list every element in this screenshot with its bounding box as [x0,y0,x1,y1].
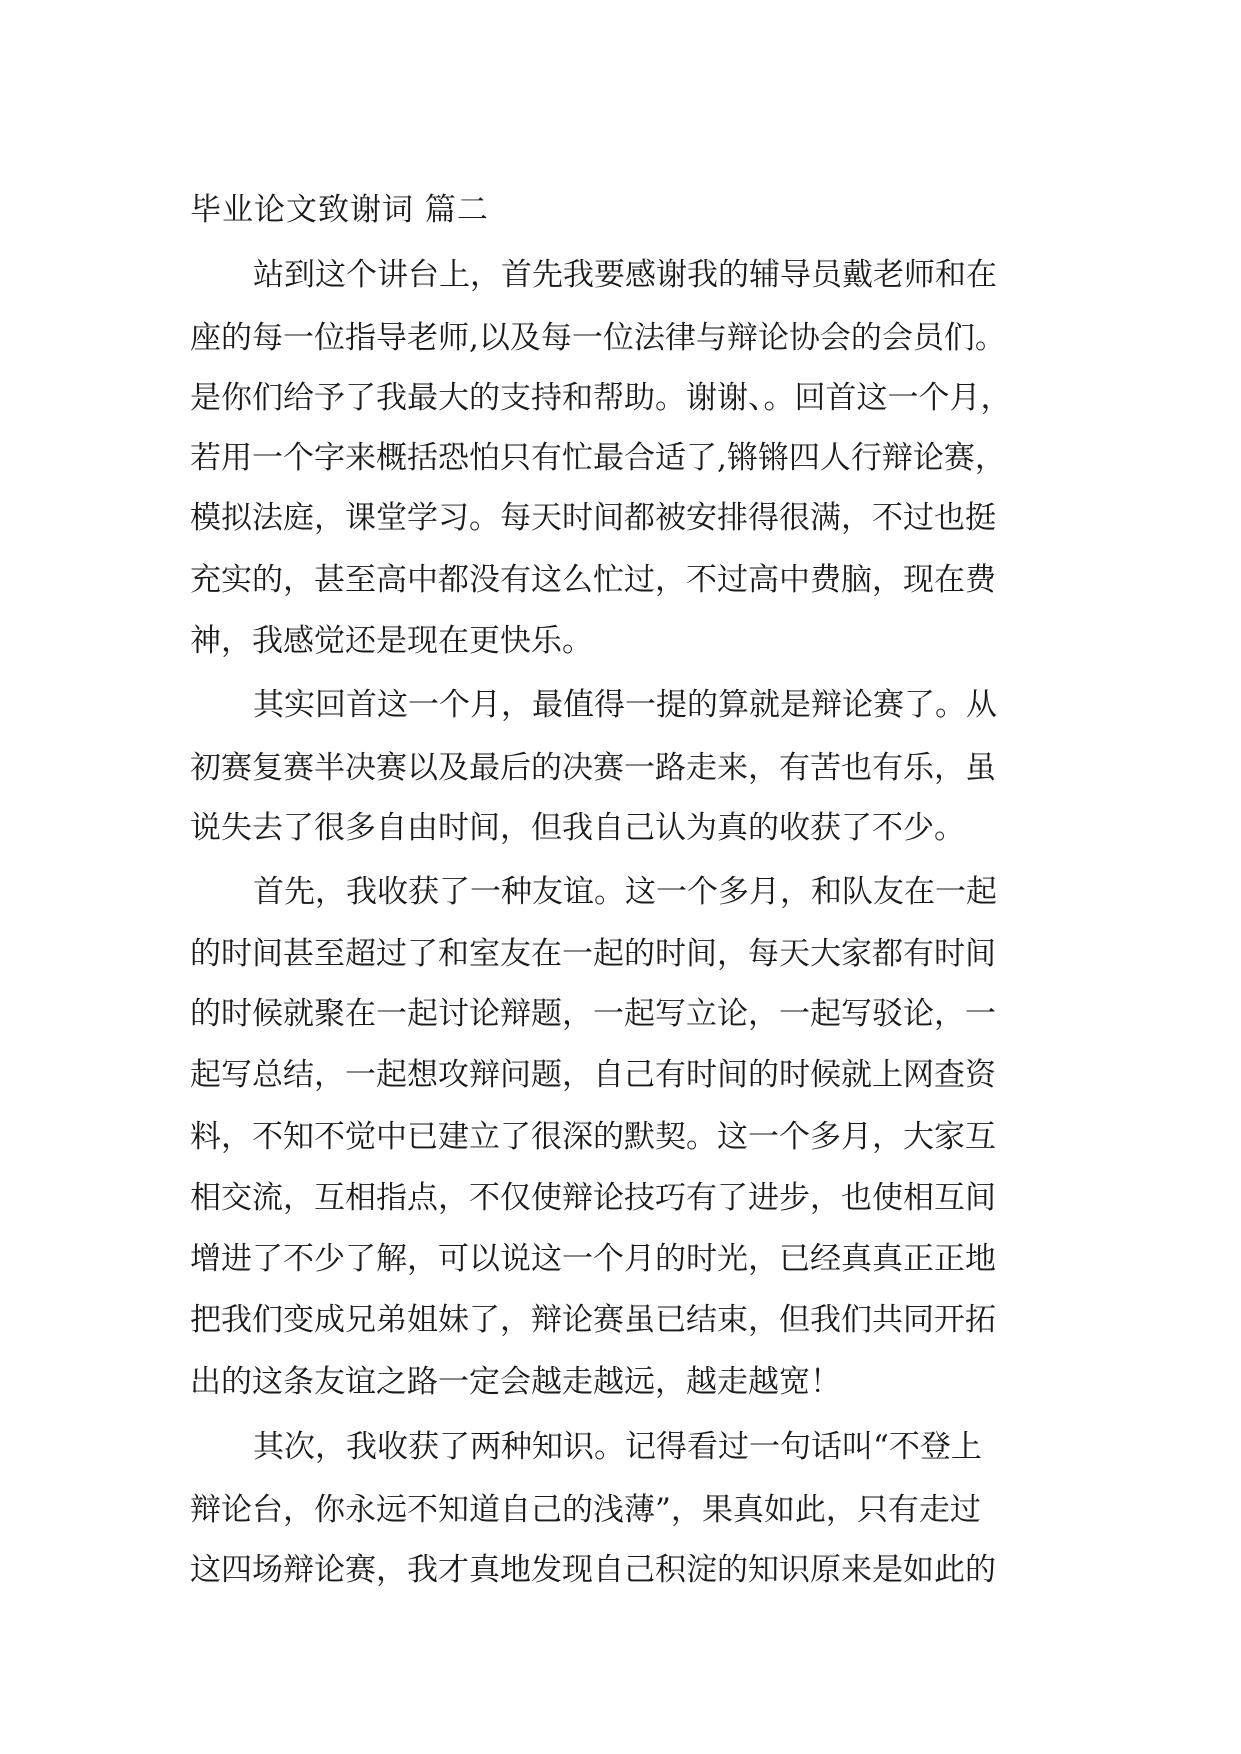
document-title: 毕业论文致谢词 篇二 [190,192,489,228]
paragraph-1-line-2: 座的每一位指导老师,以及每一位法律与辩论协会的会员们。 [190,320,1006,356]
paragraph-3-line-9: 出的这条友谊之路一定会越走越远，越走越宽！ [190,1364,841,1400]
paragraph-1-line-4: 若用一个字来概括恐怕只有忙最合适了,锵锵四人行辩论赛， [190,440,1006,476]
paragraph-2-line-1: 其实回首这一个月，最值得一提的算就是辩论赛了。从 [253,687,997,723]
paragraph-4-line-2: 辩论台，你永远不知道自己的浅薄”，果真如此，只有走过 [190,1492,981,1528]
paragraph-2-line-3: 说失去了很多自由时间，但我自己认为真的收获了不少。 [190,810,965,846]
paragraph-3-line-6: 相交流，互相指点，不仅使辩论技巧有了进步，也使相互间 [190,1180,996,1216]
paragraph-1-line-3: 是你们给予了我最大的支持和帮助。谢谢、。回首这一个月， [190,380,1012,416]
paragraph-3-line-4: 起写总结，一起想攻辩问题，自己有时间的时候就上网查资 [190,1057,996,1093]
paragraph-4-line-3: 这四场辩论赛，我才真地发现自己积淀的知识原来是如此的 [190,1552,996,1588]
paragraph-3-line-2: 的时间甚至超过了和室友在一起的时间，每天大家都有时间 [190,936,996,972]
paragraph-3-line-5: 料，不知不觉中已建立了很深的默契。这一个多月，大家互 [190,1119,996,1155]
paragraph-1-line-6: 充实的，甚至高中都没有这么忙过，不过高中费脑，现在费 [190,562,996,598]
paragraph-1-line-7: 神，我感觉还是现在更快乐。 [190,623,593,659]
paragraph-2-line-2: 初赛复赛半决赛以及最后的决赛一路走来，有苦也有乐，虽 [190,750,996,786]
paragraph-3-line-1: 首先，我收获了一种友谊。这一个多月，和队友在一起 [253,874,997,910]
paragraph-3-line-3: 的时候就聚在一起讨论辩题，一起写立论，一起写驳论，一 [190,996,996,1032]
paragraph-1-line-1: 站到这个讲台上，首先我要感谢我的辅导员戴老师和在 [253,257,997,293]
paragraph-3-line-7: 增进了不少了解，可以说这一个月的时光，已经真真正正地 [190,1241,996,1277]
paragraph-3-line-8: 把我们变成兄弟姐妹了，辩论赛虽已结束，但我们共同开拓 [190,1302,996,1338]
paragraph-4-line-1: 其次，我收获了两种知识。记得看过一句话叫“不登上 [253,1429,982,1465]
paragraph-1-line-5: 模拟法庭，课堂学习。每天时间都被安排得很满，不过也挺 [190,500,996,536]
